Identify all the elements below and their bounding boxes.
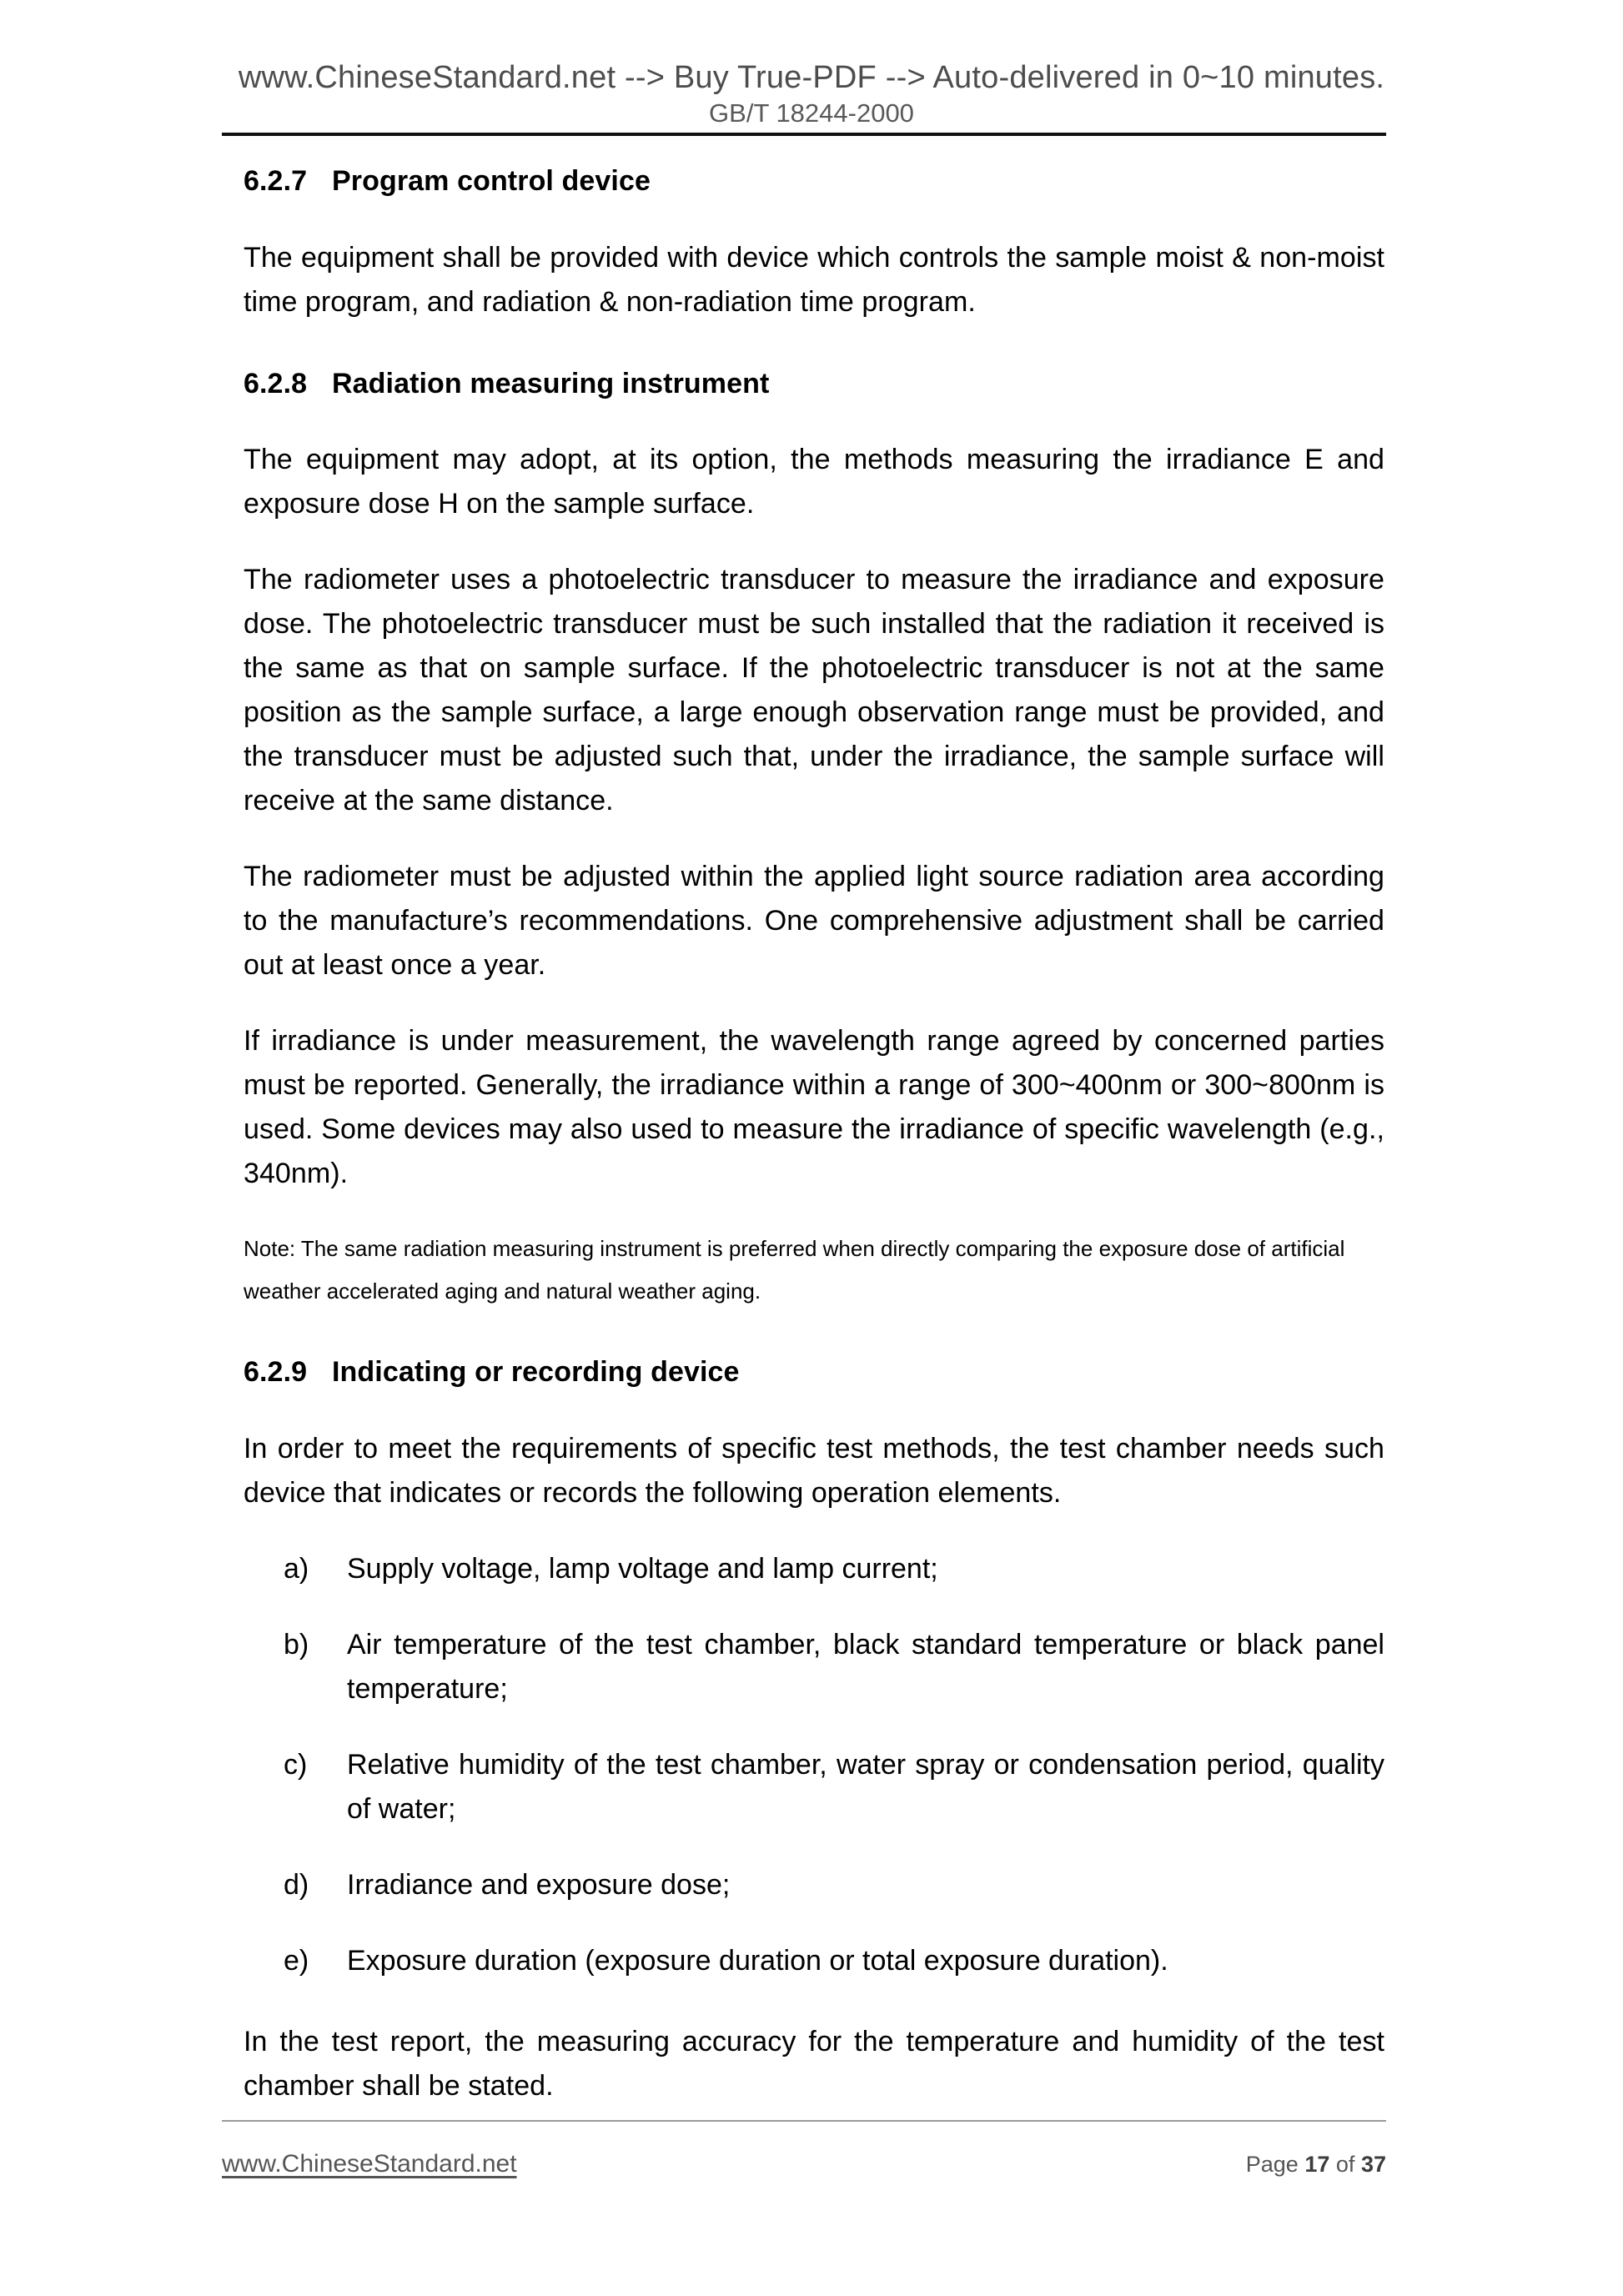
paragraph-6-2-8-4: If irradiance is under measurement, the wavelength range agreed by concerned parties must be reported. Generally, the irradiance within a range of 300~400nm or 300~800nm is used. Some devices may also used to measure the irradiance of specific wavelength (e.g., 340nm). — [244, 1025, 1384, 1189]
list-item-marker: b) — [284, 1628, 309, 1660]
spacer — [244, 401, 1384, 438]
paragraph-6-2-7: The equipment shall be provided with device which controls the sample moist & non-moist time program, and radiation & non-radiation time program. — [244, 241, 1384, 318]
page-prefix: Page — [1245, 2152, 1299, 2177]
list-item-label: Air temperature of the test chamber, black standard temperature or black panel temperature; — [347, 1628, 1384, 1705]
spacer — [244, 526, 1384, 558]
paragraph-6-2-8-1: The equipment may adopt, at its option, the methods measuring the irradiance E and exposure dose H on the sample surface. — [244, 444, 1384, 520]
header-watermark: www.ChineseStandard.net --> Buy True-PDF --> Auto-delivered in 0~10 minutes. — [238, 60, 1385, 95]
list-item-marker: d) — [284, 1868, 309, 1901]
list-item — [284, 1547, 1384, 1591]
header-divider — [222, 133, 1386, 136]
page-number — [1246, 2152, 1386, 2178]
list-item — [284, 1939, 1384, 1983]
section-title: Indicating or recording device — [332, 1356, 740, 1388]
list-item — [284, 1623, 1384, 1711]
list-item-marker: a) — [284, 1552, 309, 1585]
list-item-marker: e) — [284, 1944, 309, 1977]
list-item — [284, 1743, 1384, 1831]
section-heading-6-2-7 — [244, 163, 1384, 199]
list-item-label: Exposure duration (exposure duration or total exposure duration). — [347, 1944, 1168, 1977]
paragraph-6-2-8-3: The radiometer must be adjusted within the applied light source radiation area according to the manufacture’s recommendations. One comprehensive adjustment shall be carried out at least once a year. — [244, 861, 1384, 981]
list-item — [284, 1863, 1384, 1907]
footer-site-link[interactable]: www.ChineseStandard.net — [222, 2150, 517, 2178]
list-item-label: Irradiance and exposure dose; — [347, 1868, 731, 1901]
section-heading-6-2-9 — [244, 1354, 1384, 1390]
spacer — [244, 1515, 1384, 1547]
list-item-marker: c) — [284, 1748, 308, 1781]
spacer — [244, 823, 1384, 855]
section-heading-6-2-8 — [244, 366, 1384, 402]
page-current: 17 — [1304, 2152, 1330, 2177]
spacer — [244, 1390, 1384, 1427]
section-number: 6.2.7 — [244, 165, 308, 197]
paragraph-6-2-9-intro: In order to meet the requirements of specific test methods, the test chamber needs such device that indicates or records the following operation elements. — [244, 1432, 1384, 1509]
spacer — [244, 1196, 1384, 1228]
standard-number: GB/T 18244-2000 — [709, 98, 914, 128]
section-title: Program control device — [332, 165, 651, 197]
operation-elements-list — [284, 1547, 1384, 1983]
spacer — [244, 324, 1384, 366]
section-number: 6.2.9 — [244, 1356, 308, 1388]
page-total: 37 — [1360, 2152, 1386, 2177]
page-middle: of — [1335, 2152, 1355, 2177]
section-title: Radiation measuring instrument — [332, 367, 770, 399]
document-body — [244, 163, 1384, 2108]
spacer — [244, 1983, 1384, 2020]
note-6-2-8: Note: The same radiation measuring instrument is preferred when directly comparing the exposure dose of artificial weather accelerated aging and natural weather aging. — [244, 1236, 1345, 1304]
spacer — [244, 1313, 1384, 1354]
spacer — [244, 199, 1384, 236]
spacer — [244, 987, 1384, 1019]
footer-divider — [222, 2120, 1386, 2122]
operation-elements-list-wrapper — [284, 1547, 1384, 1983]
paragraph-6-2-8-2: The radiometer uses a photoelectric transducer to measure the irradiance and exposure dose. The photoelectric transducer must be such installed that the radiation it received is the same as that on sample surface. If the photoelectric transducer is not at the same position as the sample surface, a large enough observation range must be provided, and the transducer must be adjusted such that, under the irradiance, the sample surface will receive at the same distance. — [244, 564, 1384, 816]
page-footer — [222, 2150, 1386, 2178]
list-item-label: Relative humidity of the test chamber, water spray or condensation period, quality of water; — [347, 1748, 1384, 1825]
list-item-label: Supply voltage, lamp voltage and lamp current; — [347, 1552, 938, 1585]
paragraph-6-2-9-closing: In the test report, the measuring accuracy for the temperature and humidity of the test chamber shall be stated. — [244, 2025, 1384, 2102]
section-number: 6.2.8 — [244, 367, 308, 399]
